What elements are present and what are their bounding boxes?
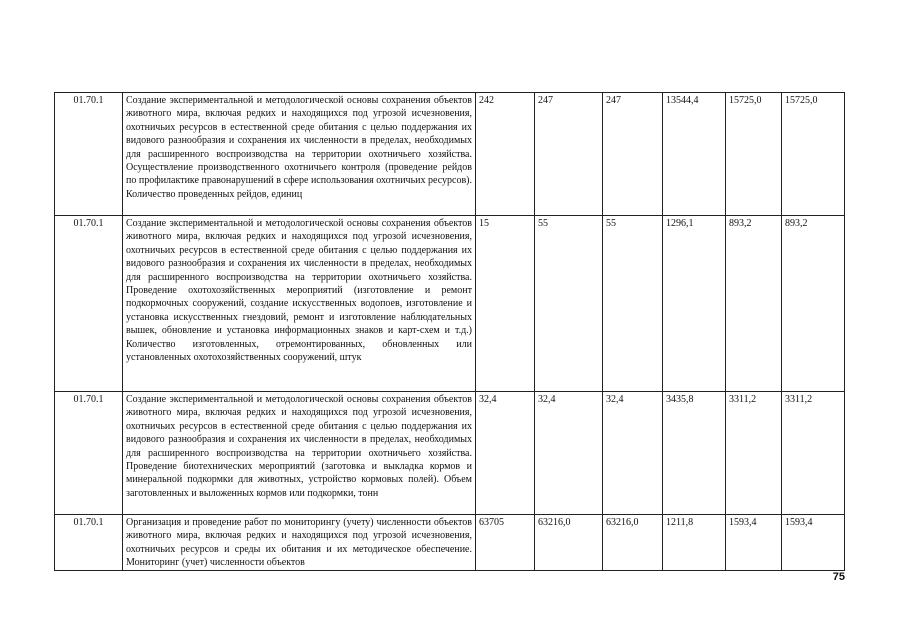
row-value-1: 63705 bbox=[476, 515, 535, 571]
row-value-5: 15725,0 bbox=[726, 93, 782, 216]
row-value-5: 893,2 bbox=[726, 216, 782, 392]
row-value-3: 247 bbox=[603, 93, 663, 216]
row-value-1: 242 bbox=[476, 93, 535, 216]
row-value-3: 63216,0 bbox=[603, 515, 663, 571]
page-number: 75 bbox=[832, 571, 845, 583]
row-value-6: 1593,4 bbox=[782, 515, 845, 571]
table-row bbox=[55, 93, 845, 216]
row-value-3: 55 bbox=[603, 216, 663, 392]
row-code: 01.70.1 bbox=[55, 93, 123, 216]
row-description: Создание экспериментальной и методологической основы сохранения объектов животного мира, включая редких и находящихся под угрозой исчезновения, охотничьих ресурсов в естественной среде обитания с целью поддержания их видового разнообразия и сохранения их численности в пределах, необходимых для расширенного воспроизводства на территории охотничьего хозяйства. Проведение охотохозяйственных мероприятий (изготовление и ремонт подкормочных сооружений, создание искусственных водопоев, изготовление и установка искусственных гнездовий, ремонт и изготовление наблюдательных вышек, обновление и установка информационных знаков и карт-схем и т.д.) Количество изготовленных, отремонтированных, обновленных или установленных охотохозяйственных сооружений, штук bbox=[123, 216, 476, 392]
row-description: Создание экспериментальной и методологической основы сохранения объектов животного мира, включая редких и находящихся под угрозой исчезновения, охотничьих ресурсов в естественной среде обитания с целью поддержания их видового разнообразия и сохранения их численности в пределах, необходимых для расширенного воспроизводства на территории охотничьего хозяйства. Проведение биотехнических мероприятий (заготовка и выкладка кормов и минеральной подкормки для животных, устройство кормовых полей). Объем заготовленных и выложенных кормов или подкормки, тонн bbox=[123, 392, 476, 515]
row-value-2: 63216,0 bbox=[535, 515, 603, 571]
row-value-4: 1211,8 bbox=[663, 515, 726, 571]
row-value-5: 1593,4 bbox=[726, 515, 782, 571]
table-row bbox=[55, 392, 845, 515]
row-value-5: 3311,2 bbox=[726, 392, 782, 515]
row-value-2: 247 bbox=[535, 93, 603, 216]
row-code: 01.70.1 bbox=[55, 515, 123, 571]
row-value-6: 15725,0 bbox=[782, 93, 845, 216]
row-description: Создание экспериментальной и методологической основы сохранения объектов животного мира, включая редких и находящихся под угрозой исчезновения, охотничьих ресурсов в естественной среде обитания с целью поддержания их видового разнообразия и сохранения их численности в пределах, необходимых для расширенного воспроизводства на территории охотничьего хозяйства. Осуществление производственного охотничьего контроля (проведение рейдов по профилактике правонарушений в сфере использования охотничьих ресурсов). Количество проведенных рейдов, единиц bbox=[123, 93, 476, 216]
row-value-4: 1296,1 bbox=[663, 216, 726, 392]
table-row bbox=[55, 216, 845, 392]
row-value-1: 15 bbox=[476, 216, 535, 392]
row-value-6: 3311,2 bbox=[782, 392, 845, 515]
row-value-6: 893,2 bbox=[782, 216, 845, 392]
row-value-4: 13544,4 bbox=[663, 93, 726, 216]
row-code: 01.70.1 bbox=[55, 392, 123, 515]
row-value-4: 3435,8 bbox=[663, 392, 726, 515]
row-description: Организация и проведение работ по мониторингу (учету) численности объектов животного мира, включая редких и находящихся под угрозой исчезновения, охотничьих ресурсов и среды их обитания и их методическое обеспечение. Мониторинг (учет) численности объектов bbox=[123, 515, 476, 571]
row-code: 01.70.1 bbox=[55, 216, 123, 392]
row-value-1: 32,4 bbox=[476, 392, 535, 515]
row-value-2: 55 bbox=[535, 216, 603, 392]
table-row bbox=[55, 515, 845, 571]
row-value-2: 32,4 bbox=[535, 392, 603, 515]
data-table bbox=[54, 92, 845, 571]
row-value-3: 32,4 bbox=[603, 392, 663, 515]
